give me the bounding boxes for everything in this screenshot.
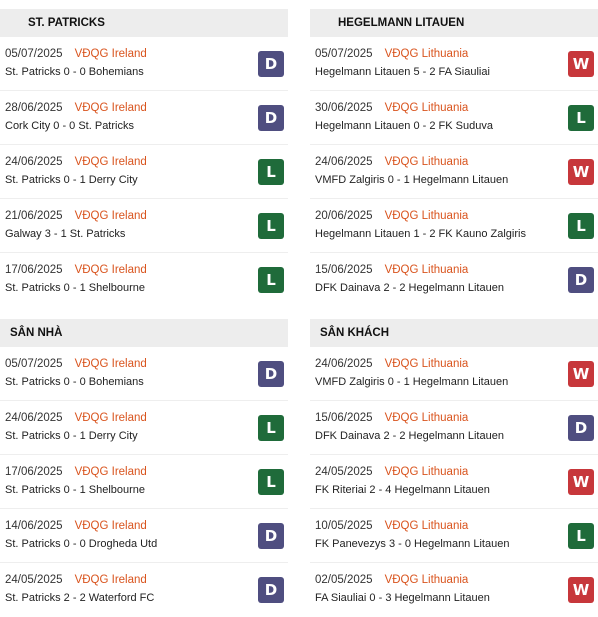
result-badge: L	[258, 415, 284, 441]
league-link[interactable]: VĐQG Ireland	[74, 574, 147, 586]
result-badge: L	[258, 213, 284, 239]
match-score: FK Panevezys 3 - 0 Hegelmann Litauen	[315, 538, 510, 550]
result-badge: D	[258, 577, 284, 603]
match-date: 24/06/2025	[5, 412, 63, 424]
match-date: 28/06/2025	[5, 102, 63, 114]
match-score: FK Riteriai 2 - 4 Hegelmann Litauen	[315, 484, 490, 496]
match-row[interactable]	[0, 253, 288, 307]
match-row[interactable]	[0, 563, 288, 617]
result-badge: D	[568, 415, 594, 441]
league-link[interactable]: VĐQG Lithuania	[384, 264, 469, 276]
match-meta	[5, 156, 147, 168]
match-date: 21/06/2025	[5, 210, 63, 222]
match-date: 24/05/2025	[315, 466, 373, 478]
section-title: ST. PATRICKS	[28, 17, 105, 29]
match-date: 05/07/2025	[5, 358, 63, 370]
section-header-st-patricks	[0, 9, 288, 37]
section-title: SÂN NHÀ	[10, 327, 63, 339]
result-badge: D	[258, 523, 284, 549]
match-meta	[315, 48, 468, 60]
match-meta	[5, 412, 147, 424]
match-date: 30/06/2025	[315, 102, 373, 114]
match-row[interactable]	[0, 347, 288, 401]
right-column	[310, 0, 598, 617]
match-row[interactable]	[310, 253, 598, 307]
result-badge: W	[568, 469, 594, 495]
league-link[interactable]: VĐQG Ireland	[74, 520, 147, 532]
match-score: Cork City 0 - 0 St. Patricks	[5, 120, 134, 132]
match-score: St. Patricks 0 - 1 Shelbourne	[5, 282, 146, 294]
match-meta	[315, 102, 468, 114]
result-badge: D	[258, 361, 284, 387]
match-score: St. Patricks 0 - 0 Bohemians	[5, 66, 144, 78]
league-link[interactable]: VĐQG Ireland	[74, 48, 147, 60]
match-meta	[5, 264, 147, 276]
league-link[interactable]: VĐQG Lithuania	[384, 102, 469, 114]
match-score: VMFD Zalgiris 0 - 1 Hegelmann Litauen	[315, 376, 509, 388]
match-score: St. Patricks 0 - 1 Derry City	[5, 174, 138, 186]
league-link[interactable]: VĐQG Ireland	[74, 466, 147, 478]
league-link[interactable]: VĐQG Lithuania	[384, 520, 469, 532]
league-link[interactable]: VĐQG Ireland	[74, 156, 147, 168]
match-row[interactable]	[310, 37, 598, 91]
match-row[interactable]	[0, 401, 288, 455]
section-header-hegelmann-litauen	[310, 9, 598, 37]
match-date: 24/06/2025	[315, 358, 373, 370]
section-header-away	[310, 319, 598, 347]
result-badge: D	[258, 105, 284, 131]
match-score: St. Patricks 0 - 1 Derry City	[5, 430, 138, 442]
match-score: Hegelmann Litauen 5 - 2 FA Siauliai	[315, 66, 490, 78]
match-meta	[5, 48, 147, 60]
match-row[interactable]	[0, 455, 288, 509]
league-link[interactable]: VĐQG Ireland	[74, 358, 147, 370]
match-row[interactable]	[310, 199, 598, 253]
result-badge: L	[568, 523, 594, 549]
match-list	[310, 347, 598, 617]
match-meta	[5, 520, 147, 532]
league-link[interactable]: VĐQG Lithuania	[384, 210, 469, 222]
match-score: VMFD Zalgiris 0 - 1 Hegelmann Litauen	[315, 174, 509, 186]
section-title: HEGELMANN LITAUEN	[338, 17, 465, 29]
result-badge: W	[568, 51, 594, 77]
match-date: 24/05/2025	[5, 574, 63, 586]
league-link[interactable]: VĐQG Lithuania	[384, 574, 469, 586]
result-badge: D	[258, 51, 284, 77]
match-date: 02/05/2025	[315, 574, 373, 586]
match-list	[0, 37, 288, 307]
match-meta	[5, 358, 147, 370]
match-date: 17/06/2025	[5, 264, 63, 276]
match-score: Galway 3 - 1 St. Patricks	[5, 228, 126, 240]
result-badge: L	[258, 159, 284, 185]
match-row[interactable]	[310, 347, 598, 401]
match-date: 05/07/2025	[5, 48, 63, 60]
result-badge: W	[568, 361, 594, 387]
match-score: FA Siauliai 0 - 3 Hegelmann Litauen	[315, 592, 490, 604]
match-list	[0, 347, 288, 617]
match-score: Hegelmann Litauen 0 - 2 FK Suduva	[315, 120, 493, 132]
result-badge: L	[568, 213, 594, 239]
match-meta	[315, 210, 468, 222]
match-score: St. Patricks 0 - 1 Shelbourne	[5, 484, 146, 496]
result-badge: D	[568, 267, 594, 293]
match-meta	[315, 520, 468, 532]
league-link[interactable]: VĐQG Ireland	[74, 264, 147, 276]
match-row[interactable]	[0, 91, 288, 145]
result-badge: L	[258, 469, 284, 495]
section-title: SÂN KHÁCH	[320, 327, 389, 339]
league-link[interactable]: VĐQG Ireland	[74, 412, 147, 424]
match-row[interactable]	[310, 563, 598, 617]
match-date: 24/06/2025	[315, 156, 373, 168]
match-row[interactable]	[310, 401, 598, 455]
match-list	[310, 37, 598, 307]
match-meta	[315, 264, 468, 276]
match-row[interactable]	[0, 509, 288, 563]
match-date: 15/06/2025	[315, 264, 373, 276]
match-row[interactable]	[310, 145, 598, 199]
match-meta	[315, 574, 468, 586]
match-meta	[315, 412, 468, 424]
league-link[interactable]: VĐQG Ireland	[74, 210, 147, 222]
result-badge: W	[568, 577, 594, 603]
league-link[interactable]: VĐQG Lithuania	[384, 48, 469, 60]
match-date: 15/06/2025	[315, 412, 373, 424]
match-meta	[5, 574, 147, 586]
match-date: 20/06/2025	[315, 210, 373, 222]
result-badge: L	[568, 105, 594, 131]
league-link[interactable]: VĐQG Ireland	[74, 102, 147, 114]
match-meta	[315, 466, 468, 478]
match-meta	[315, 358, 468, 370]
match-row[interactable]	[310, 91, 598, 145]
league-link[interactable]: VĐQG Lithuania	[384, 156, 469, 168]
match-date: 24/06/2025	[5, 156, 63, 168]
match-meta	[5, 466, 147, 478]
match-score: St. Patricks 2 - 2 Waterford FC	[5, 592, 155, 604]
league-link[interactable]: VĐQG Lithuania	[384, 412, 469, 424]
match-date: 05/07/2025	[315, 48, 373, 60]
match-date: 14/06/2025	[5, 520, 63, 532]
match-meta	[5, 102, 147, 114]
match-score: DFK Dainava 2 - 2 Hegelmann Litauen	[315, 282, 504, 294]
league-link[interactable]: VĐQG Lithuania	[384, 358, 469, 370]
match-score: DFK Dainava 2 - 2 Hegelmann Litauen	[315, 430, 504, 442]
match-row[interactable]	[310, 509, 598, 563]
match-score: St. Patricks 0 - 0 Drogheda Utd	[5, 538, 158, 550]
league-link[interactable]: VĐQG Lithuania	[384, 466, 469, 478]
match-score: St. Patricks 0 - 0 Bohemians	[5, 376, 144, 388]
match-row[interactable]	[0, 37, 288, 91]
result-badge: W	[568, 159, 594, 185]
match-row[interactable]	[0, 145, 288, 199]
match-score: Hegelmann Litauen 1 - 2 FK Kauno Zalgiris	[315, 228, 526, 240]
match-meta	[315, 156, 468, 168]
section-header-home	[0, 319, 288, 347]
match-row[interactable]	[0, 199, 288, 253]
match-date: 10/05/2025	[315, 520, 373, 532]
match-row[interactable]	[310, 455, 598, 509]
match-date: 17/06/2025	[5, 466, 63, 478]
match-meta	[5, 210, 147, 222]
left-column	[0, 0, 288, 617]
result-badge: L	[258, 267, 284, 293]
